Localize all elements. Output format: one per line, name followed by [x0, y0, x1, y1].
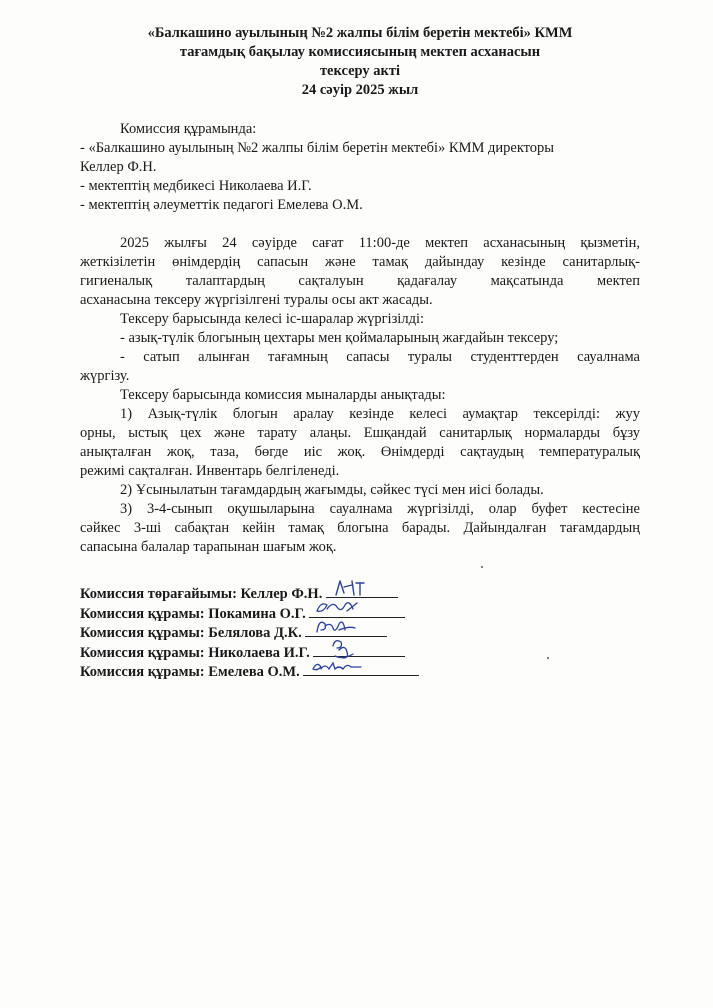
finding-line: сәйкес 3-ші сабақтан кейін тамақ блогына барады. Дайындалған тағамдардың — [80, 520, 640, 536]
document-body — [80, 120, 640, 557]
signature-label: Комиссия құрамы: Николаева И.Г. — [80, 644, 310, 661]
signature-label: Комиссия төрағайымы: Келлер Ф.Н. — [80, 586, 323, 602]
title-line: «Балкашино ауылының №2 жалпы білім беретін мектебі» КММ — [147, 25, 573, 41]
finding-line: 2) Ұсынылатын тағамдардың жағымды, сәйкес түсі мен иісі болады. — [120, 482, 544, 498]
scan-speck — [547, 657, 549, 659]
title-line: тағамдық бақылау комиссиясының мектеп асханасын — [179, 44, 541, 60]
title-date: 24 сәуір 2025 жыл — [301, 82, 419, 98]
handwritten-signature — [307, 655, 377, 679]
finding-line: 3) 3-4-сынып оқушыларына сауалнама жүргізілді, олар буфет кестесіне — [120, 501, 640, 517]
activity-item: жүргізу. — [80, 368, 130, 384]
finding-line: орны, ыстық цех және тарату алаңы. Ешқандай санитарлық нормаларды бұзу — [80, 425, 640, 441]
document-title — [60, 24, 660, 100]
findings-heading: Тексеру барысында комиссия мыналарды анықтады: — [120, 387, 446, 403]
finding-line: анықталған жоқ, таза, бөгде иіс жоқ. Өнімдерді сақтаудың температуралық — [80, 444, 640, 460]
signature-label: Комиссия құрамы: Емелева О.М. — [80, 664, 300, 680]
finding-line: 1) Азық-түлік блогын аралау кезінде келесі аумақтар тексерілді: жуу — [120, 406, 640, 422]
finding-line: сапасына балалар тарапынан шағым жоқ. — [80, 539, 337, 555]
title-line: тексеру акті — [319, 63, 401, 79]
intro-line: жеткізілетін өнімдердің сапасын және тамақ дайындау кезінде санитарлық- — [80, 254, 640, 270]
member-line: - «Балкашино ауылының №2 жалпы білім беретін мектебі» КММ директоры — [80, 140, 555, 156]
activity-item: - азық-түлік блогының цехтары мен қоймаларының жағдайын тексеру; — [120, 330, 559, 346]
member-line: - мектептің әлеуметтік педагогі Емелева О.М. — [80, 197, 363, 213]
intro-line: асханасына тексеру жүргізілгені туралы осы акт жасады. — [80, 292, 433, 308]
finding-line: режимі сақталған. Инвентарь белгіленеді. — [80, 463, 340, 479]
commission-heading: Комиссия құрамында: — [120, 121, 257, 137]
intro-line: гигиеналық талаптардың сақталуын қадағалау мақсатында мектеп — [80, 273, 640, 289]
signature-line — [303, 661, 419, 676]
signature-row — [80, 661, 419, 681]
intro-line: 2025 жылғы 24 сәуірде сағат 11:00-де мектеп асханасының қызметін, — [120, 235, 640, 251]
member-line: Келлер Ф.Н. — [80, 159, 157, 175]
signature-block — [80, 583, 419, 681]
signature-label: Комиссия құрамы: Покамина О.Г. — [80, 605, 306, 622]
member-line: - мектептің медбикесі Николаева И.Г. — [80, 178, 312, 194]
signature-label: Комиссия құрамы: Белялова Д.К. — [80, 625, 302, 641]
activity-item: - сатып алынған тағамның сапасы туралы студенттерден сауалнама — [120, 349, 640, 365]
scan-speck — [481, 566, 483, 568]
activities-heading: Тексеру барысында келесі іс-шаралар жүргізілді: — [120, 311, 425, 327]
